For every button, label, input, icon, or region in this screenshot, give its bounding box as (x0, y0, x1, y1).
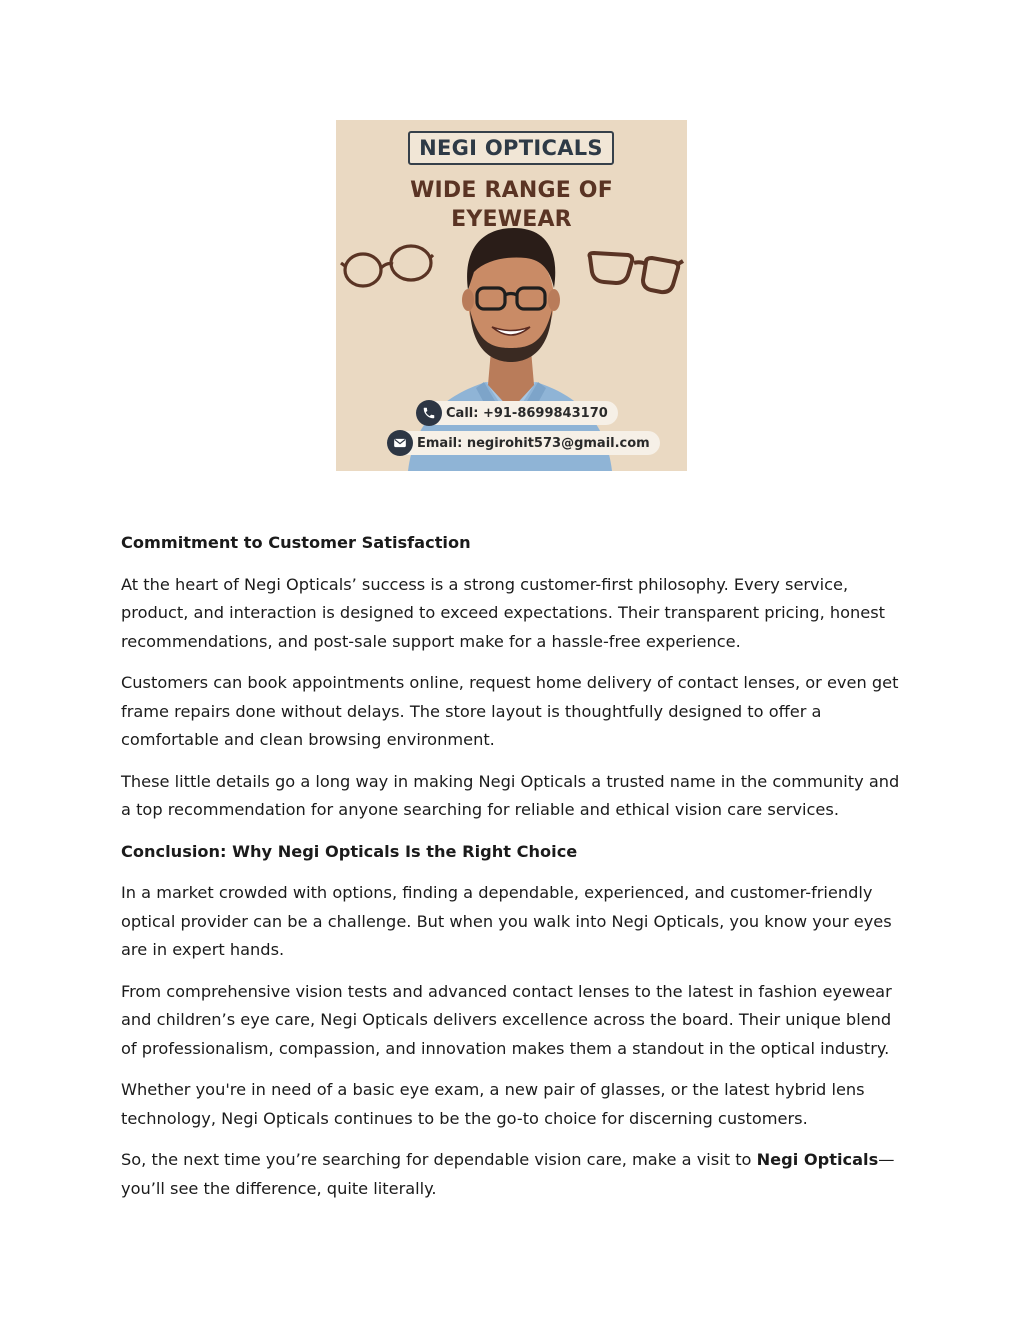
glasses-icon (590, 253, 684, 292)
commitment-heading: Commitment to Customer Satisfaction (121, 533, 471, 552)
final-brand-name: Negi Opticals (756, 1150, 879, 1169)
article-body (121, 529, 911, 1216)
conclusion-paragraph-3: Whether you're in need of a basic eye exam, a new pair of glasses, or the latest hybrid lens technology, Negi Opticals continues to be the go-to choice for discerning customers. (121, 1080, 865, 1128)
call-text: Call: +91-8699843170 (446, 405, 608, 421)
email-text: Email: negirohit573@gmail.com (417, 435, 650, 451)
mail-icon (387, 430, 413, 456)
brand-logo: NEGI OPTICALS (408, 131, 614, 165)
conclusion-paragraph-2: From comprehensive vision tests and advanced contact lenses to the latest in fashion eyewear and children’s eye care, Negi Opticals delivers excellence across the board. Their unique blend of professionalism, compassion, and innovation makes them a standout in the optical industry. (121, 981, 892, 1058)
commitment-paragraph-2: Customers can book appointments online, request home delivery of contact lenses, or even get frame repairs done without delays. The store layout is thoughtfully designed to offer a comfortable and clean browsing environment. (121, 673, 899, 749)
promo-banner (336, 120, 687, 471)
headline-line-2: EYEWEAR (451, 207, 572, 232)
commitment-paragraph-3: These little details go a long way in making Negi Opticals a trusted name in the community and a top recommendation for anyone searching for reliable and ethical vision care services. (121, 771, 900, 819)
final-text-start: So, the next time you’re searching for dependable vision care, make a visit to (121, 1150, 757, 1169)
conclusion-paragraph-1: In a market crowded with options, finding a dependable, experienced, and customer-friendly optical provider can be a challenge. But when you walk into Negi Opticals, you know your eyes are in expert hands. (121, 883, 892, 959)
glasses-icon (341, 246, 433, 286)
call-pill (416, 401, 618, 425)
conclusion-heading: Conclusion: Why Negi Opticals Is the Right Choice (121, 841, 578, 861)
final-text-end: —you’ll see the difference, quite literally. (121, 1150, 895, 1198)
headline-line-1: WIDE RANGE OF (410, 178, 613, 203)
final-paragraph (121, 1146, 911, 1203)
email-pill (387, 431, 660, 455)
banner-headline (336, 176, 687, 234)
commitment-paragraph-1: At the heart of Negi Opticals’ success is a strong customer-first philosophy. Every service, product, and interaction is designed to exceed expectations. Their transparent pricing, honest recommendations, and post-sale support make for a hassle-free experience. (121, 574, 886, 651)
phone-icon (416, 400, 442, 426)
